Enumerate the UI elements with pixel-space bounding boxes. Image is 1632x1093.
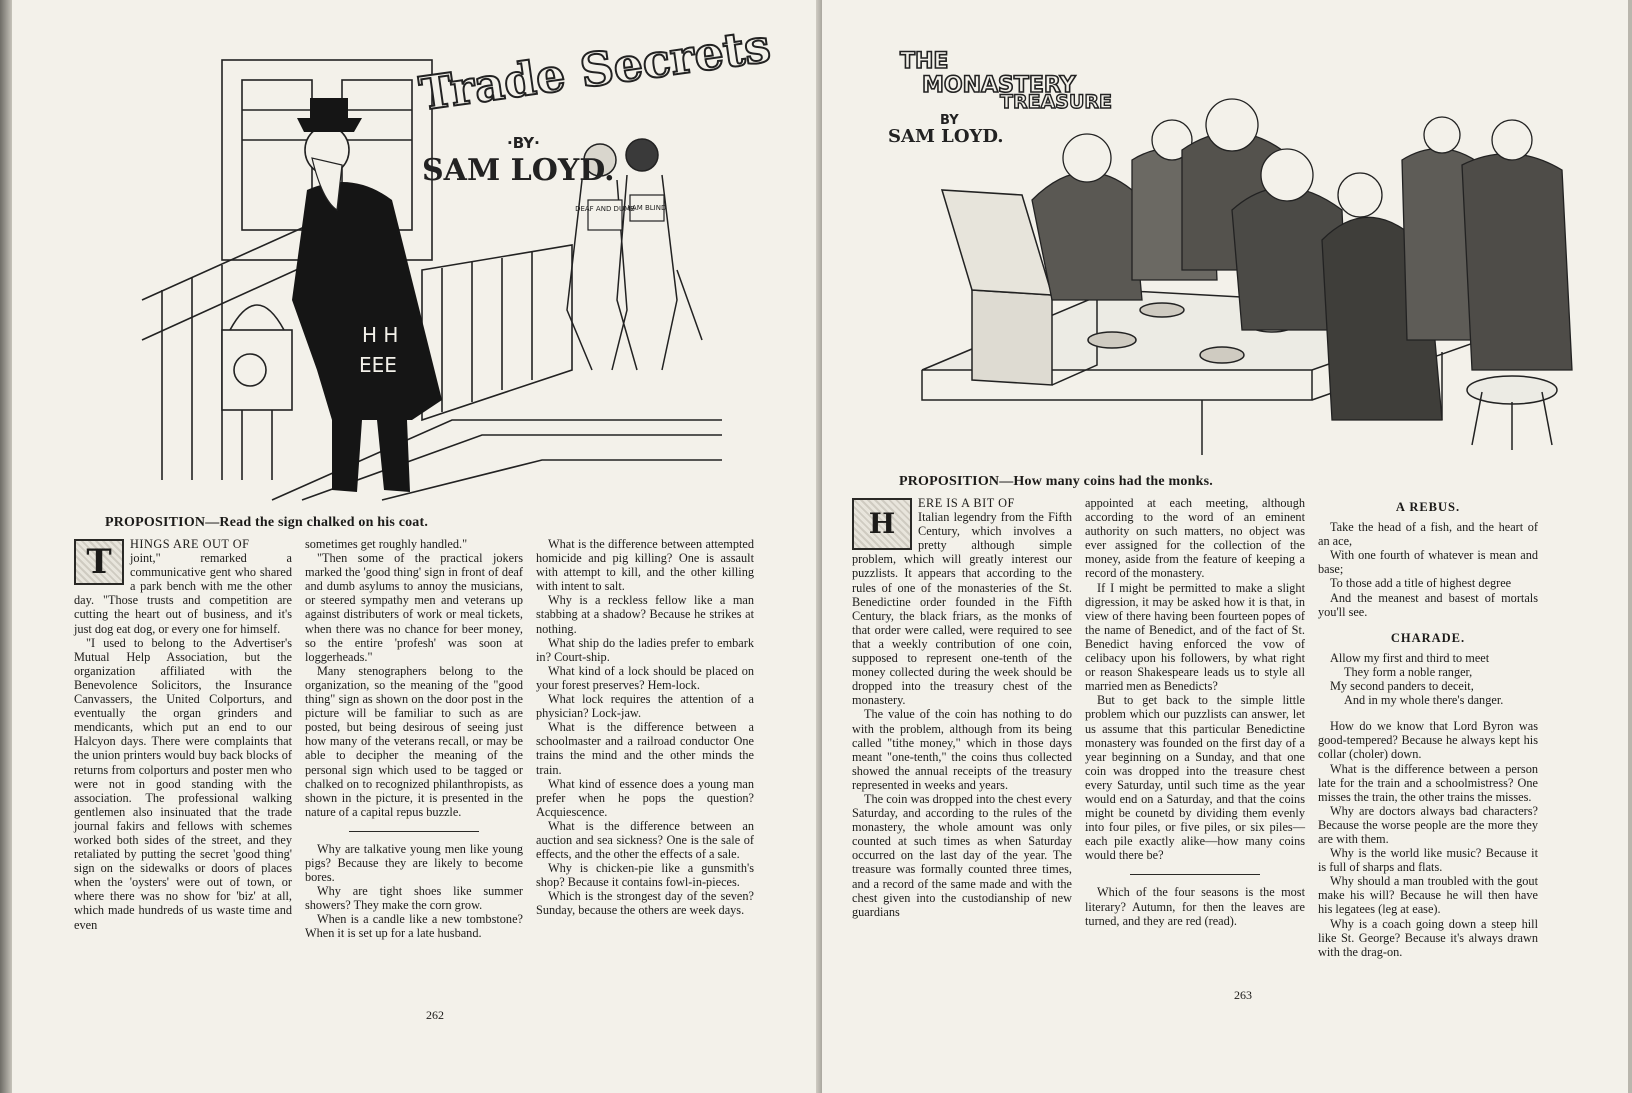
- joke: Why are doctors always bad characters? Because the worse people are the more they are with them.: [1318, 803, 1538, 846]
- illustration-title-line3: TREASURE: [1000, 91, 1112, 113]
- right-column-1: [852, 496, 1072, 919]
- page-number-left: 262: [426, 1008, 444, 1022]
- joke: Why should a man troubled with the gout make his will? Because he will then have his legatees (leg at ease).: [1318, 874, 1538, 917]
- charade-line: And in my whole there's danger.: [1344, 693, 1504, 708]
- lead-in: ERE IS A BIT OF: [918, 496, 1015, 510]
- monastery-treasure-illustration: [882, 40, 1602, 460]
- right-proposition: PROPOSITION—How many coins had the monks.: [899, 474, 1213, 489]
- i-am-blind-sign: I AM BLIND: [627, 204, 667, 212]
- rebus-line: With one fourth of whatever is mean and base;: [1318, 548, 1538, 577]
- coat-sign-line2: EEE: [359, 353, 397, 377]
- joke: Why is chicken-pie like a gunsmith's shop? Because it contains fowl-in-pieces.: [536, 861, 754, 890]
- joke: What is the difference between a person late for the train and a schoolmistress? One misses the train, the other trains the misses.: [1318, 761, 1538, 804]
- left-column-2: [305, 537, 523, 941]
- divider: [1130, 874, 1260, 875]
- monastery-drawing: [882, 40, 1602, 460]
- paragraph: Many stenographers belong to the organization, so the meaning of the "good thing" sign as shown on the door post in the picture will be familiar to such as are posted, but being desirous of seeing just how many of the veterans recall, or may be able to decipher the meaning of the personal sign which used to be tagged or chalked on to recognized philanthropists, as shown in the picture, it is presented in the nature of a capital repus buzzle.: [305, 663, 523, 819]
- paragraph: If I might be permitted to make a slight digression, it may be asked how it is that, in view of there having been fourteen popes of the name of Benedict, and of the fact of St. Benedict having enforced the vow of celibacy upon his followers, by what right or reason Shakespeare leads us to style all married men as Benedicts?: [1085, 580, 1305, 694]
- joke: How do we know that Lord Byron was good-tempered? Because he always kept his collar (choler) down.: [1318, 719, 1538, 762]
- rebus-line: And the meanest and basest of mortals you'll see.: [1318, 590, 1538, 619]
- paragraph: appointed at each meeting, although according to the word of an eminent authority on such matters, no object was ever assigned for the collection of the money, aside from the feature of keeping a record of the monastery.: [1085, 496, 1305, 581]
- rebus-line: To those add a title of highest degree: [1330, 576, 1512, 591]
- charade-line: They form a noble ranger,: [1344, 664, 1473, 679]
- right-column-3: [1318, 496, 1538, 959]
- charade-line: Allow my first and third to meet: [1330, 650, 1490, 665]
- joke: What is the difference between a schoolmaster and a railroad conductor One trains the mind and the other minds the train.: [536, 720, 754, 777]
- trade-secrets-illustration: [122, 18, 774, 510]
- drop-cap-t: T: [74, 539, 124, 585]
- joke: Why is the world like music? Because it is full of sharps and flats.: [1318, 846, 1538, 875]
- left-page: [12, 0, 821, 1093]
- paragraph: Italian legendry from the Fifth Century, which involves a pretty although simple problem, which will greatly interest our puzzlists. It appears that according to the rules of one of the monasteries of the St. Benedictine order founded in the Fifth Century, the black friars, as the monks of that order were called, were required to see that a weekly contribution of one coin, supposed to represent one-tenth of the money collected during the week should be dropped into the treasury chest of the monastery.: [852, 510, 1072, 708]
- joke: What is the difference between attempted homicide and pig killing? One is assault with attempt to kill, and the other killing with intent to salt.: [536, 537, 754, 594]
- illustration-byline: ·BY·: [507, 134, 540, 152]
- joke: Why is a coach going down a steep hill like St. George? Because it's always drawn with the drag-on.: [1318, 916, 1538, 959]
- joke: Which of the four seasons is the most literary? Autumn, for then the leaves are turned, and they are red (read).: [1085, 885, 1305, 928]
- charade-line: My second panders to deceit,: [1330, 679, 1474, 694]
- joke: What kind of a lock should be placed on your forest preserves? Hem-lock.: [536, 663, 754, 692]
- illustration-title-line1: THE: [900, 49, 949, 74]
- page-number-right: 263: [1234, 988, 1252, 1002]
- paragraph: The coin was dropped into the chest every Saturday, and according to the rules of the monastery, the whole amount was only counted at such times as when Saturday occurred on the last day of the year. The treasure was formally counted three times, and a record of the same made and with the chest given into the custodianship of new guardians: [852, 791, 1072, 919]
- book-edge: [0, 0, 12, 1093]
- left-column-3: [536, 537, 754, 918]
- trade-secrets-drawing: [122, 18, 774, 510]
- joke: What lock requires the attention of a physician? Lock-jaw.: [536, 692, 754, 721]
- paragraph: joint," remarked a communicative gent who shared a park bench with me the other day. "Those trusts and competition are cutting the heart out of business, and it's just dog eat dog, or every one for himself.: [74, 551, 292, 636]
- illustration-title-line2: MONASTERY: [922, 73, 1076, 98]
- illustration-title: Trade Secrets: [416, 18, 774, 121]
- divider: [349, 831, 479, 832]
- lead-in: HINGS ARE OUT OF: [130, 537, 250, 551]
- rebus-heading: A REBUS.: [1395, 500, 1461, 514]
- charade-heading: CHARADE.: [1390, 630, 1466, 645]
- rebus-line: Take the head of a fish, and the heart of an ace,: [1318, 520, 1538, 549]
- left-column-1: [74, 537, 292, 932]
- joke: Why are tight shoes like summer showers? They make the corn grow.: [305, 884, 523, 913]
- joke: What is the difference between an auction and sea sickness? One is the sale of effects, and the other the effects of a sale.: [536, 818, 754, 862]
- joke: What kind of essence does a young man prefer when he pops the question? Acquiescence.: [536, 776, 754, 819]
- deaf-and-dumb-sign: DEAF AND DUMB: [575, 205, 635, 213]
- joke: When is a candle like a new tombstone? When it is set up for a late husband.: [305, 912, 523, 941]
- right-column-2: [1085, 496, 1305, 928]
- joke: Why is a reckless fellow like a man stabbing at a shadow? Because he strikes at nothing.: [536, 593, 754, 636]
- paragraph: sometimes get roughly handled.": [305, 537, 468, 551]
- joke: Which is the strongest day of the seven? Sunday, because the others are week days.: [536, 889, 754, 918]
- illustration-author: SAM LOYD.: [422, 153, 615, 188]
- left-proposition: PROPOSITION—Read the sign chalked on his coat.: [105, 515, 429, 530]
- paragraph: "I used to belong to the Advertiser's Mutual Help Association, but the organization affiliated with the Benevolence Solicitors, the Insurance Canvassers, the United Colporturs, and eventually the organ grinders and mendicants, which put an end to our Halcyon days. There were complaints that the union printers would buy back blocks of returns from colporturs and poster men who were not in good standing with the association. The professional walking gentlemen also insinuated that the trade journal fakirs and fellows with schemes worked both sides of the street, and they retaliated by putting the secret 'good thing' sign on the sidewalks or doors of places when the 'oysters' were out of town, or where there was no show for 'biz' at all, which made hundreds of us waste time and even: [74, 635, 292, 932]
- joke: What ship do the ladies prefer to embark in? Court-ship.: [536, 635, 754, 664]
- illustration-author: SAM LOYD.: [888, 126, 1004, 147]
- paragraph: But to get back to the simple little problem which our puzzlists can answer, let us assume that this particular Benedictine monastery was founded on the first day of a year beginning on a Sunday, and that one coin was dropped into the treasure chest every Saturday, until such time as the year would end on a Saturday, and that the coins might be counetd by dividing them evenly into four piles, or five piles, or six piles—each pile exactly alike—how many coins would there be?: [1085, 693, 1305, 863]
- coat-sign-line1: H H: [362, 323, 399, 347]
- illustration-byline: BY: [940, 113, 959, 128]
- paragraph: The value of the coin has nothing to do with the problem, although from its being called "tithe money," which in those days meant "one-tenth," the coins thus collected showed the annual receipts of the treasury represented in weeks and years.: [852, 707, 1072, 792]
- right-page: [822, 0, 1628, 1093]
- paragraph: "Then some of the practical jokers marked the 'good thing' sign in front of deaf and dumb asylums to annoy the musicians, or steered sympathy men and veterans up against distributers of work or meal tickets, when there was no chance for beer money, so the entire 'profesh' was soon at loggerheads.": [305, 551, 523, 664]
- drop-cap-h: H: [852, 498, 912, 550]
- joke: Why are talkative young men like young pigs? Because they are likely to become bores.: [305, 841, 523, 885]
